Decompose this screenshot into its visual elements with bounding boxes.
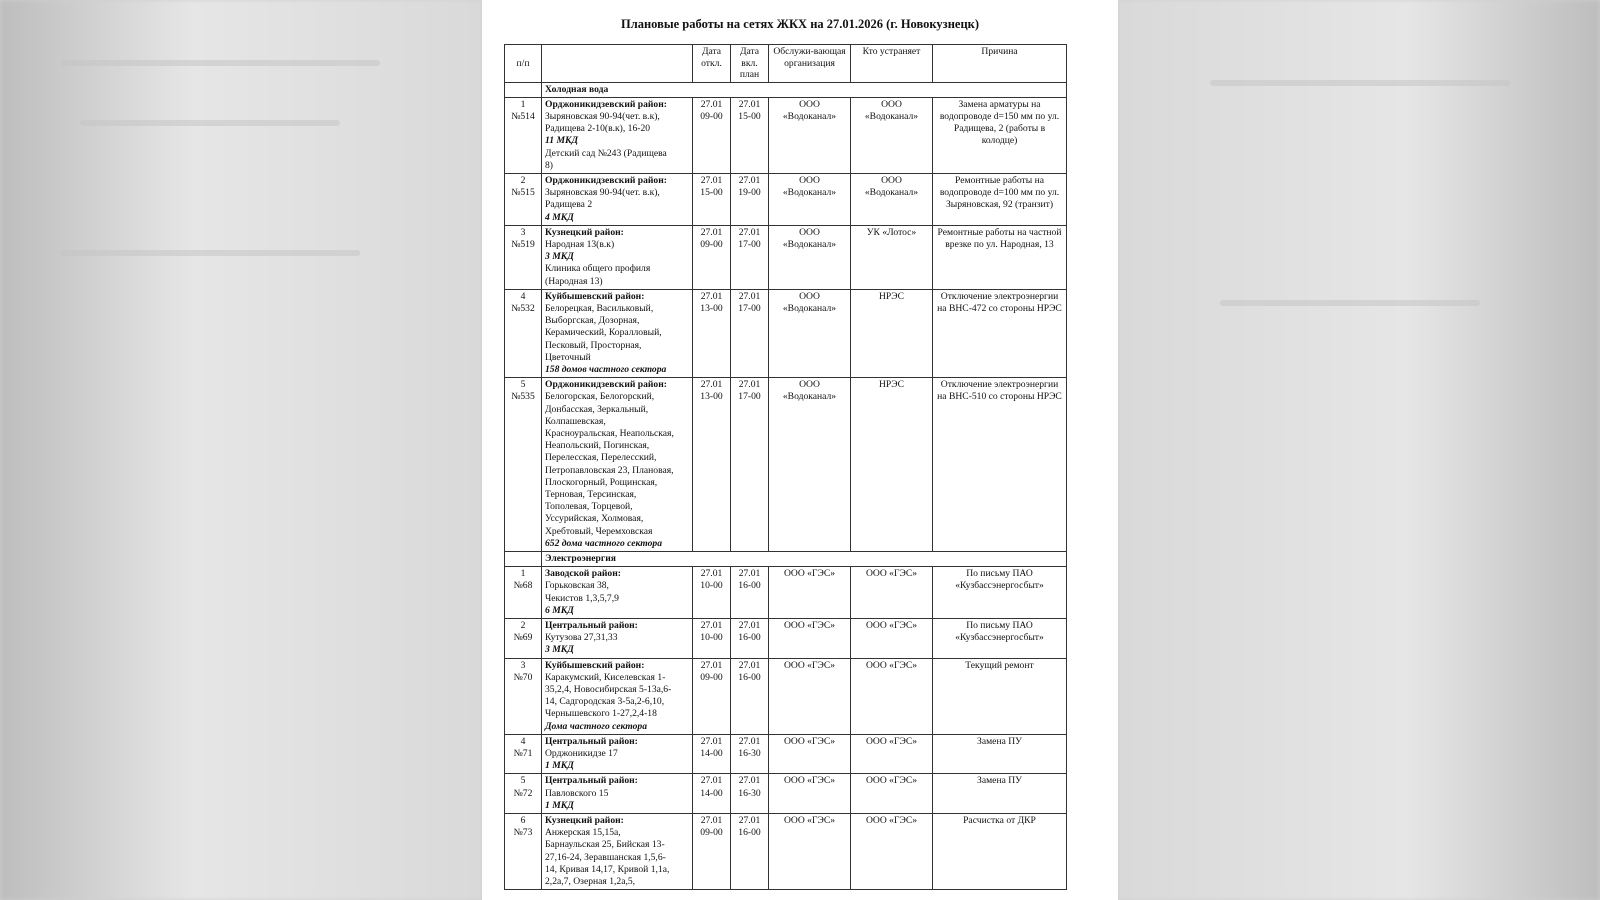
table-row (505, 774, 1067, 814)
section-cell-empty (505, 552, 542, 567)
row-code: №514 (511, 110, 535, 122)
row-number-cell (505, 567, 542, 619)
blurred-text-line (1210, 80, 1510, 86)
date-on-cell (731, 658, 769, 734)
header-date-off: Дата откл. (693, 45, 731, 83)
address-line: Народная 13(в.к) (545, 238, 615, 250)
organization-cell: ООО «ГЭС» (769, 567, 851, 619)
section-cell-empty (505, 82, 542, 97)
date-off-cell (693, 619, 731, 659)
address-cell (542, 97, 693, 173)
time-off: 09-00 (700, 110, 723, 122)
address-line: Зыряновская 90-94(чет. в.к), (545, 187, 660, 199)
date-off: 27.01 (700, 735, 723, 747)
date-on-cell (731, 567, 769, 619)
row-code: №72 (513, 787, 533, 799)
houses-summary: 1 МКД (545, 799, 574, 811)
blurred-text-line (60, 60, 380, 66)
date-on-cell (731, 814, 769, 890)
row-number: 4 (520, 290, 526, 302)
houses-summary: 4 МКД (545, 211, 574, 223)
row-number: 3 (520, 659, 526, 671)
blurred-text-line (60, 250, 360, 256)
address-line: Павловского 15 (545, 787, 609, 799)
reason-cell: Замена ПУ (933, 774, 1067, 814)
organization-cell: ООО «ГЭС» (769, 774, 851, 814)
row-number: 2 (520, 174, 526, 186)
district-name: Орджоникидзевский район: (545, 98, 667, 110)
address-line: Каракумский, Киселевская 1- (545, 671, 666, 683)
date-off: 27.01 (700, 620, 723, 632)
time-off: 13-00 (700, 391, 723, 403)
row-number-cell (505, 378, 542, 552)
row-number: 3 (520, 226, 526, 238)
section-title: Холодная вода (542, 82, 1067, 97)
performer-cell: ООО «Водоканал» (851, 97, 933, 173)
address-line: 14, Кривая 14,17, Кривой 1,1а, (545, 863, 670, 875)
row-number-cell (505, 289, 542, 377)
row-code: №535 (511, 391, 535, 403)
table-row (505, 173, 1067, 225)
date-on: 27.01 (738, 735, 761, 747)
section-row (505, 82, 1067, 97)
performer-cell: НРЭС (851, 378, 933, 552)
organization-cell: ООО «ГЭС» (769, 814, 851, 890)
address-line: Тополевая, Торцевой, (545, 501, 633, 513)
date-off: 27.01 (700, 659, 723, 671)
table-row (505, 378, 1067, 552)
header-performer: Кто устраняет (851, 45, 933, 83)
address-extra: 8) (545, 159, 553, 171)
row-number-cell (505, 774, 542, 814)
address-line: Цветочный (545, 351, 591, 363)
works-table (504, 44, 1067, 890)
header-reason: Причина (933, 45, 1067, 83)
time-on: 16-00 (738, 671, 761, 683)
section-title: Электроэнергия (542, 552, 1067, 567)
time-off: 10-00 (700, 580, 723, 592)
row-number: 5 (520, 379, 526, 391)
reason-cell: Ремонтные работы на водопроводе d=100 мм по ул. Зыряновская, 92 (транзит) (933, 173, 1067, 225)
address-line: Колпашевская, (545, 415, 606, 427)
address-cell (542, 734, 693, 774)
address-line: Радищева 2 (545, 199, 593, 211)
district-name: Кузнецкий район: (545, 226, 624, 238)
reason-cell: Отключение электроэнергии на ВНС-472 со стороны НРЭС (933, 289, 1067, 377)
address-line: 14, Садгородская 3-5а,2-6,10, (545, 696, 665, 708)
date-on-cell (731, 97, 769, 173)
row-code: №73 (513, 827, 533, 839)
header-num: п/п (505, 45, 542, 83)
blurred-text-line (1220, 300, 1480, 306)
address-cell (542, 289, 693, 377)
address-line: Керамический, Коралловый, (545, 327, 662, 339)
date-on: 27.01 (738, 659, 761, 671)
date-off: 27.01 (700, 98, 723, 110)
performer-cell: ООО «Водоканал» (851, 173, 933, 225)
performer-cell: ООО «ГЭС» (851, 658, 933, 734)
table-header-row (505, 45, 1067, 83)
date-off-cell (693, 173, 731, 225)
date-on: 27.01 (738, 620, 761, 632)
houses-summary: Дома частного сектора (545, 720, 648, 732)
date-on: 27.01 (738, 775, 761, 787)
time-off: 13-00 (700, 302, 723, 314)
blurred-background-right (1118, 0, 1600, 900)
time-off: 10-00 (700, 632, 723, 644)
district-name: Заводской район: (545, 568, 621, 580)
date-on: 27.01 (738, 290, 761, 302)
district-name: Куйбышевский район: (545, 290, 645, 302)
time-off: 14-00 (700, 787, 723, 799)
header-date-on: Дата вкл. план (731, 45, 769, 83)
date-off-cell (693, 567, 731, 619)
date-on-cell (731, 173, 769, 225)
organization-cell: ООО «ГЭС» (769, 619, 851, 659)
address-line: 2,2а,7, Озерная 1,2а,5, (545, 876, 636, 888)
address-cell (542, 173, 693, 225)
date-off: 27.01 (700, 174, 723, 186)
reason-cell: Текущий ремонт (933, 658, 1067, 734)
address-line: Терновая, Терсинская, (545, 489, 637, 500)
row-code: №69 (513, 632, 533, 644)
houses-summary: 6 МКД (545, 604, 574, 616)
row-number: 1 (520, 98, 526, 110)
date-on: 27.01 (738, 379, 761, 391)
address-cell (542, 619, 693, 659)
address-line: Хребтовый, Черемховская (545, 525, 653, 537)
organization-cell: ООО «Водоканал» (769, 378, 851, 552)
address-line: Радищева 2-10(в.к), 16-20 (545, 123, 651, 135)
row-number-cell (505, 814, 542, 890)
time-on: 16-30 (738, 748, 761, 760)
time-on: 16-30 (738, 787, 761, 799)
district-name: Центральный район: (545, 775, 638, 787)
organization-cell: ООО «Водоканал» (769, 173, 851, 225)
address-extra: Клиника общего профиля (545, 263, 651, 275)
district-name: Орджоникидзевский район: (545, 379, 667, 391)
date-on: 27.01 (738, 226, 761, 238)
reason-cell: Замена арматуры на водопроводе d=150 мм по ул. Радищева, 2 (работы в колодце) (933, 97, 1067, 173)
document-title: Плановые работы на сетях ЖКХ на 27.01.2026 (г. Новокузнецк) (620, 17, 980, 31)
date-off: 27.01 (700, 226, 723, 238)
blurred-background-left (0, 0, 482, 900)
row-number-cell (505, 97, 542, 173)
organization-cell: ООО «Водоканал» (769, 225, 851, 289)
table-row (505, 225, 1067, 289)
time-on: 17-00 (738, 391, 761, 403)
time-on: 17-00 (738, 238, 761, 250)
organization-cell: ООО «ГЭС» (769, 658, 851, 734)
date-off-cell (693, 658, 731, 734)
row-number: 2 (520, 620, 526, 632)
table-row (505, 814, 1067, 890)
date-on-cell (731, 225, 769, 289)
row-code: №71 (513, 748, 533, 760)
date-on-cell (731, 619, 769, 659)
reason-cell: Замена ПУ (933, 734, 1067, 774)
organization-cell: ООО «Водоканал» (769, 289, 851, 377)
houses-summary: 652 дома частного сектора (545, 537, 663, 549)
time-off: 09-00 (700, 671, 723, 683)
address-line: Анжерская 15,15а, (545, 827, 621, 839)
performer-cell: ООО «ГЭС» (851, 619, 933, 659)
table-row (505, 97, 1067, 173)
address-line: Красноуральская, Неапольская, (545, 427, 674, 439)
address-line: Орджоникидзе 17 (545, 748, 618, 760)
reason-cell: Ремонтные работы на частной врезке по ул. Народная, 13 (933, 225, 1067, 289)
row-code: №70 (513, 671, 533, 683)
address-line: Неапольский, Погинская, (545, 440, 650, 452)
performer-cell: НРЭС (851, 289, 933, 377)
address-line: Перелесская, Перелесский, (545, 452, 657, 464)
row-number: 5 (520, 775, 526, 787)
date-off-cell (693, 774, 731, 814)
address-line: Кутузова 27,31,33 (545, 632, 618, 644)
address-line: Песковый, Просторная, (545, 339, 642, 351)
row-number-cell (505, 619, 542, 659)
district-name: Орджоникидзевский район: (545, 174, 667, 186)
houses-summary: 3 МКД (545, 644, 574, 656)
date-off-cell (693, 814, 731, 890)
address-cell (542, 658, 693, 734)
time-on: 16-00 (738, 827, 761, 839)
performer-cell: ООО «ГЭС» (851, 774, 933, 814)
reason-cell: Расчистка от ДКР (933, 814, 1067, 890)
address-line: Выборгская, Дозорная, (545, 315, 640, 327)
address-cell (542, 814, 693, 890)
time-on: 16-00 (738, 632, 761, 644)
address-line: 27,16-24, Зеравшанская 1,5,6- (545, 851, 666, 863)
date-off: 27.01 (700, 815, 723, 827)
date-off-cell (693, 289, 731, 377)
section-row (505, 552, 1067, 567)
houses-summary: 1 МКД (545, 760, 574, 772)
date-on: 27.01 (738, 174, 761, 186)
address-line: Плоскогорный, Рощинская, (545, 476, 658, 488)
address-extra: (Народная 13) (545, 275, 603, 287)
houses-summary: 11 МКД (545, 135, 579, 147)
row-number-cell (505, 658, 542, 734)
date-off: 27.01 (700, 379, 723, 391)
table-row (505, 567, 1067, 619)
row-code: №68 (513, 580, 533, 592)
row-code: №515 (511, 187, 535, 199)
date-off: 27.01 (700, 775, 723, 787)
time-off: 09-00 (700, 238, 723, 250)
time-off: 15-00 (700, 187, 723, 199)
date-on: 27.01 (738, 98, 761, 110)
time-on: 17-00 (738, 302, 761, 314)
row-code: №519 (511, 238, 535, 250)
address-line: Петропавловская 23, Плановая, (545, 464, 674, 476)
address-cell (542, 567, 693, 619)
performer-cell: ООО «ГЭС» (851, 567, 933, 619)
time-off: 14-00 (700, 748, 723, 760)
reason-cell: Отключение электроэнергии на ВНС-510 со стороны НРЭС (933, 378, 1067, 552)
houses-summary: 3 МКД (545, 251, 574, 263)
table-row (505, 619, 1067, 659)
date-off-cell (693, 225, 731, 289)
address-line: Чекистов 1,3,5,7,9 (545, 592, 619, 604)
date-off: 27.01 (700, 290, 723, 302)
row-number: 6 (520, 815, 526, 827)
performer-cell: ООО «ГЭС» (851, 734, 933, 774)
performer-cell: УК «Лотос» (851, 225, 933, 289)
reason-cell: По письму ПАО «Кузбассэнергосбыт» (933, 567, 1067, 619)
district-name: Центральный район: (545, 620, 638, 632)
table-row (505, 658, 1067, 734)
performer-cell: ООО «ГЭС» (851, 814, 933, 890)
table-row (505, 289, 1067, 377)
date-off-cell (693, 378, 731, 552)
date-on-cell (731, 378, 769, 552)
blurred-text-line (80, 120, 340, 126)
date-on-cell (731, 774, 769, 814)
date-on-cell (731, 734, 769, 774)
address-extra: Детский сад №243 (Радищева (545, 147, 667, 159)
date-on-cell (731, 289, 769, 377)
time-on: 19-00 (738, 187, 761, 199)
row-number-cell (505, 173, 542, 225)
date-off-cell (693, 97, 731, 173)
row-number: 4 (520, 735, 526, 747)
table-row (505, 734, 1067, 774)
address-line: Белогорская, Белогорский, (545, 391, 655, 403)
time-on: 16-00 (738, 580, 761, 592)
address-cell (542, 774, 693, 814)
address-line: Уссурийская, Холмовая, (545, 513, 644, 525)
date-off: 27.01 (700, 568, 723, 580)
address-line: Чернышевского 1-27,2,4-18 (545, 708, 657, 720)
row-number-cell (505, 734, 542, 774)
date-on: 27.01 (738, 568, 761, 580)
district-name: Куйбышевский район: (545, 659, 645, 671)
document-page (482, 0, 1118, 900)
address-line: Горьковская 38, (545, 580, 609, 592)
district-name: Центральный район: (545, 735, 638, 747)
houses-summary: 158 домов частного сектора (545, 363, 667, 375)
row-number: 1 (520, 568, 526, 580)
district-name: Кузнецкий район: (545, 815, 624, 827)
organization-cell: ООО «Водоканал» (769, 97, 851, 173)
address-line: Белорецкая, Васильковый, (545, 302, 654, 314)
header-address (542, 45, 693, 83)
time-off: 09-00 (700, 827, 723, 839)
date-on: 27.01 (738, 815, 761, 827)
address-line: Донбасская, Зеркальный, (545, 403, 649, 415)
address-line: Барнаульская 25, Бийская 13- (545, 839, 665, 851)
address-line: 35,2,4, Новосибирская 5-13а,6- (545, 684, 672, 696)
organization-cell: ООО «ГЭС» (769, 734, 851, 774)
address-line: Зыряновская 90-94(чет. в.к), (545, 110, 660, 122)
time-on: 15-00 (738, 110, 761, 122)
date-off-cell (693, 734, 731, 774)
address-cell (542, 225, 693, 289)
row-number-cell (505, 225, 542, 289)
row-code: №532 (511, 302, 535, 314)
reason-cell: По письму ПАО «Кузбассэнергосбыт» (933, 619, 1067, 659)
header-organization: Обслужи-вающая организация (769, 45, 851, 83)
address-cell (542, 378, 693, 552)
